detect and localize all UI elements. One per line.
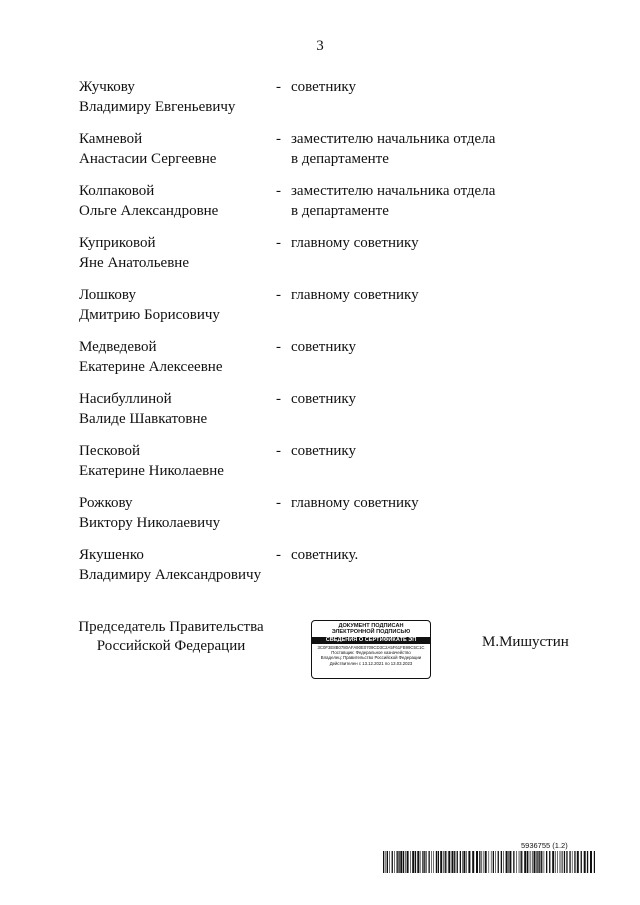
- barcode-bar: [521, 851, 522, 873]
- person-name-line2: Дмитрию Борисовичу: [79, 307, 220, 323]
- stamp-validity: Действителен с 13.12.2021 по 13.03.2023: [329, 660, 413, 666]
- person-name-line2: Яне Анатольевне: [79, 255, 189, 271]
- position-line1: советнику: [291, 79, 356, 95]
- person-name: [79, 233, 269, 273]
- barcode-bar: [392, 851, 393, 873]
- separator-dash: -: [276, 79, 281, 95]
- position-line1: советнику: [291, 391, 356, 407]
- position-title: [291, 285, 531, 305]
- barcode-bar: [513, 851, 514, 873]
- barcode-bar: [561, 851, 562, 873]
- person-name-line2: Виктору Николаевичу: [79, 515, 221, 531]
- stamp-line2: ЭЛЕКТРОННОЙ ПОДПИСЬЮ: [331, 629, 411, 636]
- barcode-bar: [403, 851, 404, 873]
- barcode-bar: [536, 851, 537, 873]
- barcode-bar: [405, 851, 406, 873]
- barcode-bar: [489, 851, 490, 873]
- barcode-bar: [415, 851, 416, 873]
- barcode-bar: [557, 851, 558, 873]
- barcode-bar: [520, 851, 521, 873]
- position-line1: заместителю начальника отдела: [291, 183, 496, 199]
- barcode-bar: [552, 851, 554, 873]
- signer-title-line2: Российской Федерации: [96, 638, 246, 654]
- barcode-bar: [472, 851, 474, 873]
- position-title: [291, 389, 531, 409]
- barcode-bar: [493, 851, 494, 873]
- position-title: [291, 181, 531, 221]
- barcode-bar: [412, 851, 414, 873]
- position-title: [291, 493, 531, 513]
- barcode-bar: [481, 851, 482, 873]
- barcode-bar: [581, 851, 582, 873]
- barcode-bar: [466, 851, 467, 873]
- person-name: [79, 285, 269, 325]
- barcode-bar: [531, 851, 532, 873]
- barcode-bar: [537, 851, 538, 873]
- position-line1: советнику.: [291, 547, 359, 563]
- barcode-bar: [443, 851, 444, 873]
- person-name-line1: Лошкову: [79, 287, 136, 303]
- barcode-bar: [506, 851, 508, 873]
- barcode-bar: [431, 851, 432, 873]
- person-name-line1: Якушенко: [79, 547, 144, 563]
- barcode-bar: [485, 851, 487, 873]
- barcode-bar: [400, 851, 402, 873]
- position-line1: главному советнику: [291, 287, 419, 303]
- barcode-bar: [420, 851, 421, 873]
- separator-dash: -: [276, 495, 281, 511]
- barcode-bar: [594, 851, 595, 873]
- barcode-bar: [387, 851, 388, 873]
- position-line1: главному советнику: [291, 235, 419, 251]
- person-name-line1: Рожкову: [79, 495, 133, 511]
- barcode-bar: [394, 851, 395, 873]
- person-name-line1: Жучкову: [79, 79, 135, 95]
- barcode-bar: [532, 851, 533, 873]
- barcode-bar: [454, 851, 455, 873]
- barcode-bar: [389, 851, 390, 873]
- barcode-bar: [519, 851, 520, 873]
- barcode-bar: [495, 851, 496, 873]
- barcode-bar: [584, 851, 586, 873]
- document-code: 5936755 (1.2): [521, 841, 568, 850]
- barcode-bar: [483, 851, 484, 873]
- position-line1: заместителю начальника отдела: [291, 131, 496, 147]
- position-title: [291, 129, 531, 169]
- barcode-bar: [445, 851, 446, 873]
- stamp-certificate-id: 3C0F3E8B0780AFA90E0709CD3C2A5F61FB99C5C1C: [317, 644, 425, 650]
- position-title: [291, 545, 531, 565]
- barcode-bar: [560, 851, 561, 873]
- person-name-line1: Камневой: [79, 131, 143, 147]
- barcode-bar: [501, 851, 502, 873]
- person-name: [79, 337, 269, 377]
- person-name-line2: Ольге Александровне: [79, 203, 219, 219]
- stamp-line1: ДОКУМЕНТ ПОДПИСАН: [338, 623, 404, 629]
- stamp-certificate-band: СВЕДЕНИЯ О СЕРТИФИКАТЕ ЭП: [312, 637, 430, 644]
- barcode-bar: [498, 851, 499, 873]
- separator-dash: -: [276, 547, 281, 563]
- person-name-line1: Песковой: [79, 443, 141, 459]
- person-name-line1: Колпаковой: [79, 183, 155, 199]
- barcode-bar: [566, 851, 567, 873]
- position-line2: в департаменте: [291, 151, 389, 167]
- person-name-line2: Екатерине Алексеевне: [79, 359, 223, 375]
- barcode-bar: [534, 851, 536, 873]
- signer-title-line1: Председатель Правительства: [78, 619, 264, 635]
- barcode-bar: [562, 851, 563, 873]
- barcode-bar: [440, 851, 442, 873]
- barcode: [383, 851, 595, 873]
- barcode-bar: [468, 851, 470, 873]
- separator-dash: -: [276, 287, 281, 303]
- signer-name: М.Мишустин: [482, 634, 569, 650]
- person-name: [79, 441, 269, 481]
- position-line1: советнику: [291, 339, 356, 355]
- barcode-bar: [544, 851, 545, 873]
- barcode-bar: [417, 851, 419, 873]
- position-title: [291, 337, 531, 357]
- barcode-bar: [555, 851, 556, 873]
- barcode-bar: [462, 851, 463, 873]
- barcode-bar: [407, 851, 409, 873]
- person-name-line2: Екатерине Николаевне: [79, 463, 224, 479]
- separator-dash: -: [276, 443, 281, 459]
- barcode-bar: [516, 851, 517, 873]
- person-name: [79, 389, 269, 429]
- barcode-bar: [509, 851, 511, 873]
- barcode-bar: [527, 851, 528, 873]
- person-name: [79, 545, 269, 585]
- separator-dash: -: [276, 131, 281, 147]
- barcode-bar: [590, 851, 592, 873]
- page-number: 3: [316, 38, 324, 54]
- barcode-bar: [457, 851, 458, 873]
- separator-dash: -: [276, 339, 281, 355]
- separator-dash: -: [276, 235, 281, 251]
- barcode-bar: [438, 851, 439, 873]
- signer-title: [76, 618, 266, 656]
- barcode-bar: [574, 851, 575, 873]
- barcode-bar: [433, 851, 434, 873]
- person-name: [79, 181, 269, 221]
- barcode-bar: [479, 851, 480, 873]
- barcode-bar: [386, 851, 387, 873]
- barcode-bar: [448, 851, 450, 873]
- barcode-bar: [587, 851, 588, 873]
- separator-dash: -: [276, 391, 281, 407]
- person-name-line1: Медведевой: [79, 339, 157, 355]
- position-title: [291, 441, 531, 461]
- barcode-bar: [549, 851, 550, 873]
- person-name-line2: Владимиру Александровичу: [79, 567, 262, 583]
- person-name: [79, 77, 269, 117]
- barcode-bar: [463, 851, 465, 873]
- barcode-bar: [564, 851, 565, 873]
- barcode-bar: [491, 851, 492, 873]
- barcode-bar: [422, 851, 423, 873]
- separator-dash: -: [276, 183, 281, 199]
- position-line1: советнику: [291, 443, 356, 459]
- stamp-issuer-line1: Поставщик: Федеральное казначейство: [331, 650, 411, 656]
- barcode-bar: [426, 851, 427, 873]
- barcode-bar: [503, 851, 504, 873]
- barcode-bar: [397, 851, 398, 873]
- barcode-bar: [577, 851, 579, 873]
- electronic-signature-stamp: [311, 620, 431, 679]
- barcode-bar: [476, 851, 478, 873]
- barcode-bar: [539, 851, 540, 873]
- position-line1: главному советнику: [291, 495, 419, 511]
- barcode-bar: [541, 851, 542, 873]
- person-name-line2: Анастасии Сергеевне: [79, 151, 217, 167]
- barcode-bar: [452, 851, 454, 873]
- barcode-bar: [424, 851, 425, 873]
- position-title: [291, 233, 531, 253]
- position-line2: в департаменте: [291, 203, 389, 219]
- position-title: [291, 77, 531, 97]
- stamp-issuer-line2: Владелец: Правительство Российской Федерации: [320, 655, 422, 661]
- person-name: [79, 493, 269, 533]
- barcode-bar: [508, 851, 509, 873]
- barcode-bar: [529, 851, 530, 873]
- barcode-bar: [569, 851, 570, 873]
- barcode-bar: [398, 851, 399, 873]
- person-name-line1: Насибуллиной: [79, 391, 172, 407]
- person-name: [79, 129, 269, 169]
- person-name-line2: Владимиру Евгеньевичу: [79, 99, 236, 115]
- barcode-bar: [410, 851, 411, 873]
- person-name-line1: Куприковой: [79, 235, 156, 251]
- barcode-bar: [572, 851, 573, 873]
- barcode-bar: [436, 851, 437, 873]
- person-name-line2: Валиде Шавкатовне: [79, 411, 208, 427]
- barcode-bar: [383, 851, 384, 873]
- barcode-bar: [447, 851, 448, 873]
- barcode-bar: [460, 851, 461, 873]
- barcode-bar: [524, 851, 526, 873]
- barcode-bar: [429, 851, 430, 873]
- barcode-bar: [546, 851, 547, 873]
